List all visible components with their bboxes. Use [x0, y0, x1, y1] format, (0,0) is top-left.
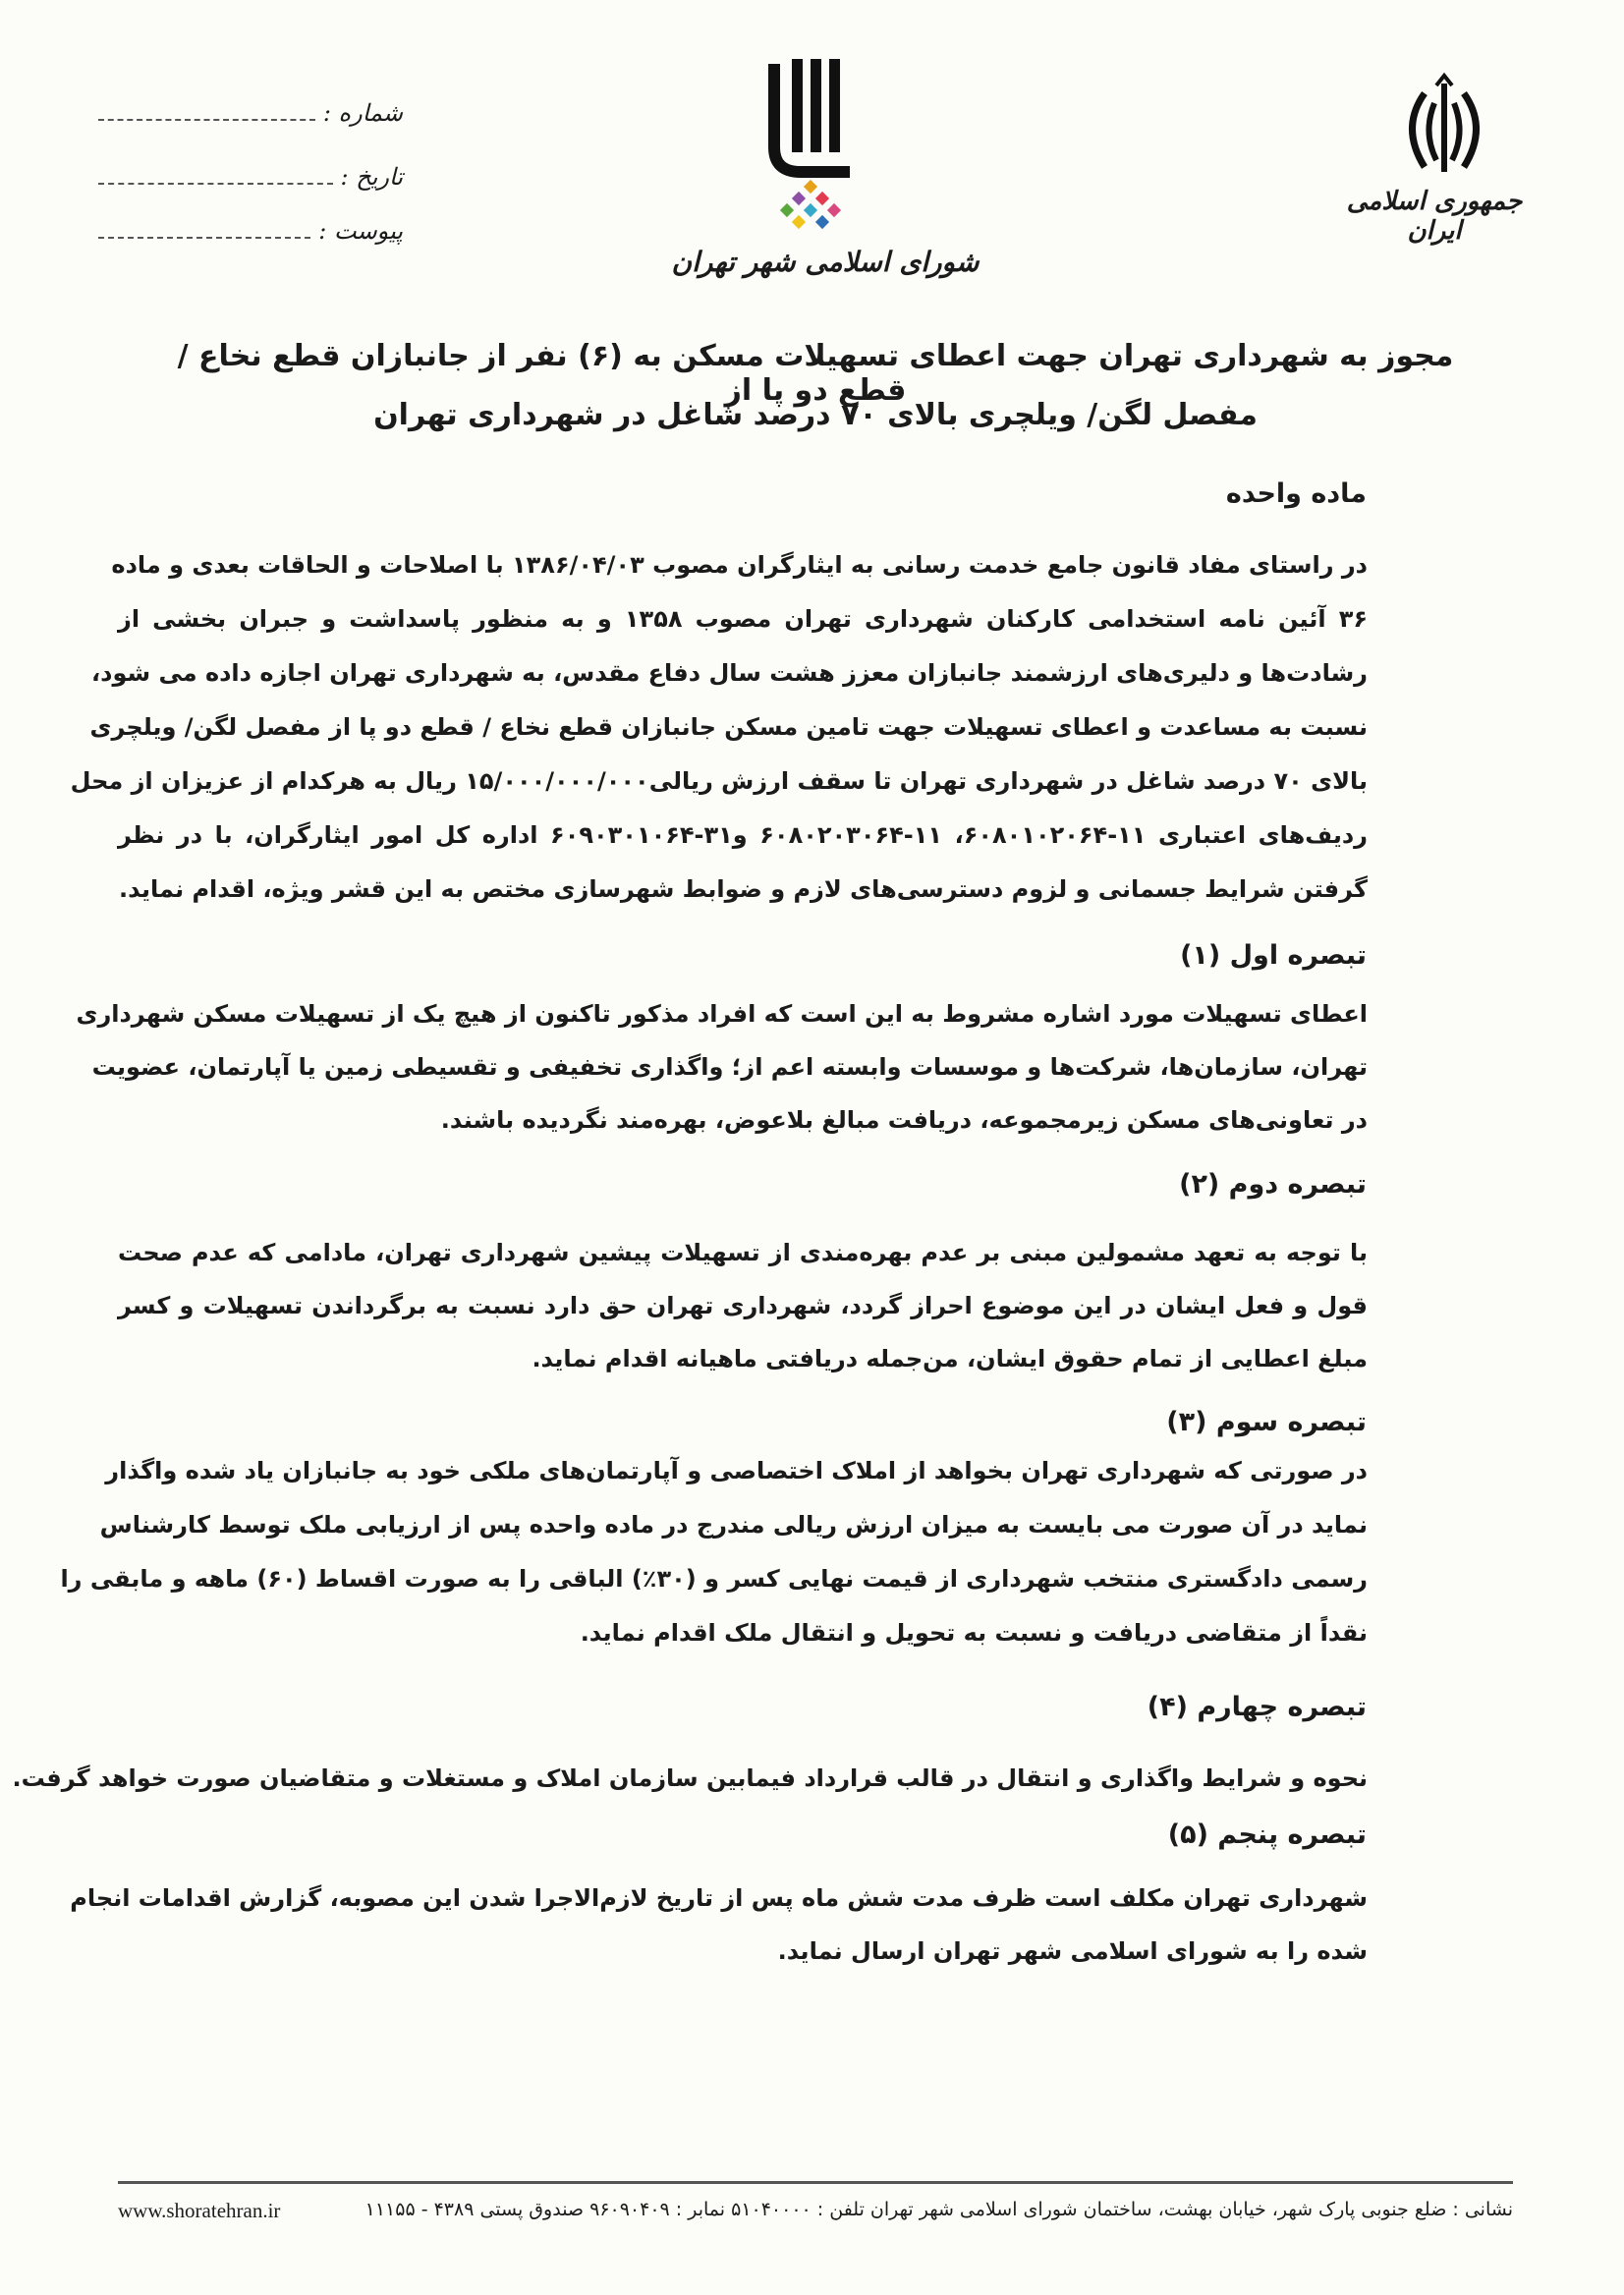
date-dotted-line — [98, 183, 333, 185]
emblem-text: جمهوری اسلامی ایران — [1346, 187, 1523, 246]
section-text-line: شهرداری تهران مکلف است ظرف مدت شش ماه پس از تاریخ لازم‌الاجرا شدن این مصوبه، گزارش اقدامات انجام — [70, 1884, 1368, 1912]
iran-emblem-icon — [1395, 74, 1493, 182]
section-text-line: رسمی دادگستری منتخب شهرداری از قیمت نهایی کسر و (۳۰٪) الباقی را به صورت اقساط (۶۰) ماهه و مابقی را — [60, 1565, 1368, 1593]
section-heading: تبصره اول (۱) — [1180, 940, 1367, 971]
number-field — [98, 93, 403, 133]
section-heading: ماده واحده — [1225, 478, 1367, 509]
date-label: تاریخ : — [340, 163, 403, 191]
section-text-line: ۳۶ آئین نامه استخدامی کارکنان شهرداری تهران مصوب ۱۳۵۸ و به منظور پاسداشت و جبران بخشی از — [118, 605, 1369, 633]
document-title-line-2: مفصل لگن/ ویلچری بالای ۷۰ درصد شاغل در شهرداری تهران — [373, 398, 1258, 432]
attachment-field — [98, 211, 403, 251]
section-text-line: شده را به شورای اسلامی شهر تهران ارسال نماید. — [777, 1937, 1368, 1965]
section-text-line: ردیف‌های اعتباری ۱۱-۶۰۸۰۱۰۲۰۶۴، ۱۱-۶۰۸۰۲۰۳۰۶۴ و۳۱-۶۰۹۰۳۰۱۰۶۴ اداره کل امور ایثارگران، با در نظر — [118, 821, 1368, 849]
section-text-line: رشادت‌ها و دلیری‌های ارزشمند جانبازان معزز هشت سال دفاع مقدس، به شهرداری تهران اجازه داده می شود، — [91, 659, 1368, 687]
section-text-line: در راستای مفاد قانون جامع خدمت رسانی به ایثارگران مصوب ۱۳۸۶/۰۴/۰۳ با اصلاحات و الحاقات بعدی و ماده — [111, 551, 1368, 579]
section-text-line: بالای ۷۰ درصد شاغل در شهرداری تهران تا سقف ارزش ریالی۱۵/۰۰۰/۰۰۰/۰۰۰ ریال به هرکدام از عزیزان از محل — [70, 767, 1368, 795]
section-text-line: نقداً از متقاضی دریافت و نسبت به تحویل و انتقال ملک اقدام نماید. — [580, 1619, 1368, 1647]
section-heading: تبصره پنجم (۵) — [1167, 1819, 1367, 1850]
council-logo-text: شورای اسلامی شهر تهران — [671, 246, 980, 278]
section-text-line: در تعاونی‌های مسکن زیرمجموعه، دریافت مبالغ بلاعوض، بهره‌مند نگردیده باشند. — [440, 1106, 1368, 1134]
section-text-line: قول و فعل ایشان در این موضوع احراز گردد، شهرداری تهران حق دارد نسبت به برگرداندن تسهیلات و کسر — [118, 1292, 1368, 1319]
attachment-label: پیوست : — [318, 217, 403, 245]
footer — [118, 2199, 1513, 2223]
section-text-line: با توجه به تعهد مشمولین مبنی بر عدم بهره‌مندی از تسهیلات پیشین شهرداری تهران، مادامی که عدم صحت — [118, 1239, 1368, 1266]
attachment-dotted-line — [98, 237, 310, 239]
section-text-line: گرفتن شرایط جسمانی و لزوم دسترسی‌های لازم و ضوابط شهرسازی مختص به این قشر ویژه، اقدام نماید. — [118, 875, 1368, 903]
section-heading: تبصره چهارم (۴) — [1147, 1692, 1367, 1722]
section-text-line: نماید در آن صورت می بایست به میزان ارزش ریالی مندرج در ماده واحده پس از ارزیابی ملک توسط کارشناس — [99, 1511, 1368, 1539]
section-text-line: اعطای تسهیلات مورد اشاره مشروط به این است که افراد مذکور تاکنون از هیچ یک از تسهیلات مسکن شهرداری — [76, 1000, 1368, 1028]
council-logo-icon — [756, 54, 865, 241]
document-title-line-1: مجوز به شهرداری تهران جهت اعطای تسهیلات مسکن به (۶) نفر از جانبازان قطع نخاع / قطع دو پا از — [177, 339, 1454, 408]
section-text-line: تهران، سازمان‌ها، شرکت‌ها و موسسات وابسته اعم از؛ واگذاری تخفیفی و تقسیطی زمین یا آپارتمان، عضویت — [91, 1053, 1368, 1081]
section-text-line: نحوه و شرایط واگذاری و انتقال در قالب قرارداد فیمابین سازمان املاک و مستغلات و متقاضیان صورت خواهد گرفت. — [12, 1764, 1368, 1792]
footer-address: نشانی : ضلع جنوبی پارک شهر، خیابان بهشت، ساختمان شورای اسلامی شهر تهران تلفن : ۵۱۰۴۰۰۰۰ نمابر : ۹۶۰۹۰۴۰۹ صندوق پستی ۴۳۸۹ - ۱۱۱۵۵ — [364, 2199, 1513, 2220]
section-heading: تبصره دوم (۲) — [1179, 1169, 1367, 1200]
number-label: شماره : — [322, 99, 403, 127]
footer-website: www.shoratehran.ir — [118, 2199, 281, 2222]
section-text-line: مبلغ اعطایی از تمام حقوق ایشان، من‌جمله دریافتی ماهیانه اقدام نماید. — [532, 1345, 1368, 1372]
footer-divider — [118, 2181, 1513, 2184]
section-text-line: نسبت به مساعدت و اعطای تسهیلات جهت تامین مسکن جانبازان قطع نخاع / قطع دو پا از مفصل لگن/ ویلچری — [89, 713, 1368, 741]
section-text-line: در صورتی که شهرداری تهران بخواهد از املاک اختصاصی و آپارتمان‌های ملکی خود به جانبازان یاد شده واگذار — [105, 1457, 1368, 1484]
date-field — [98, 157, 403, 196]
number-dotted-line — [98, 119, 315, 121]
section-heading: تبصره سوم (۳) — [1166, 1407, 1367, 1437]
